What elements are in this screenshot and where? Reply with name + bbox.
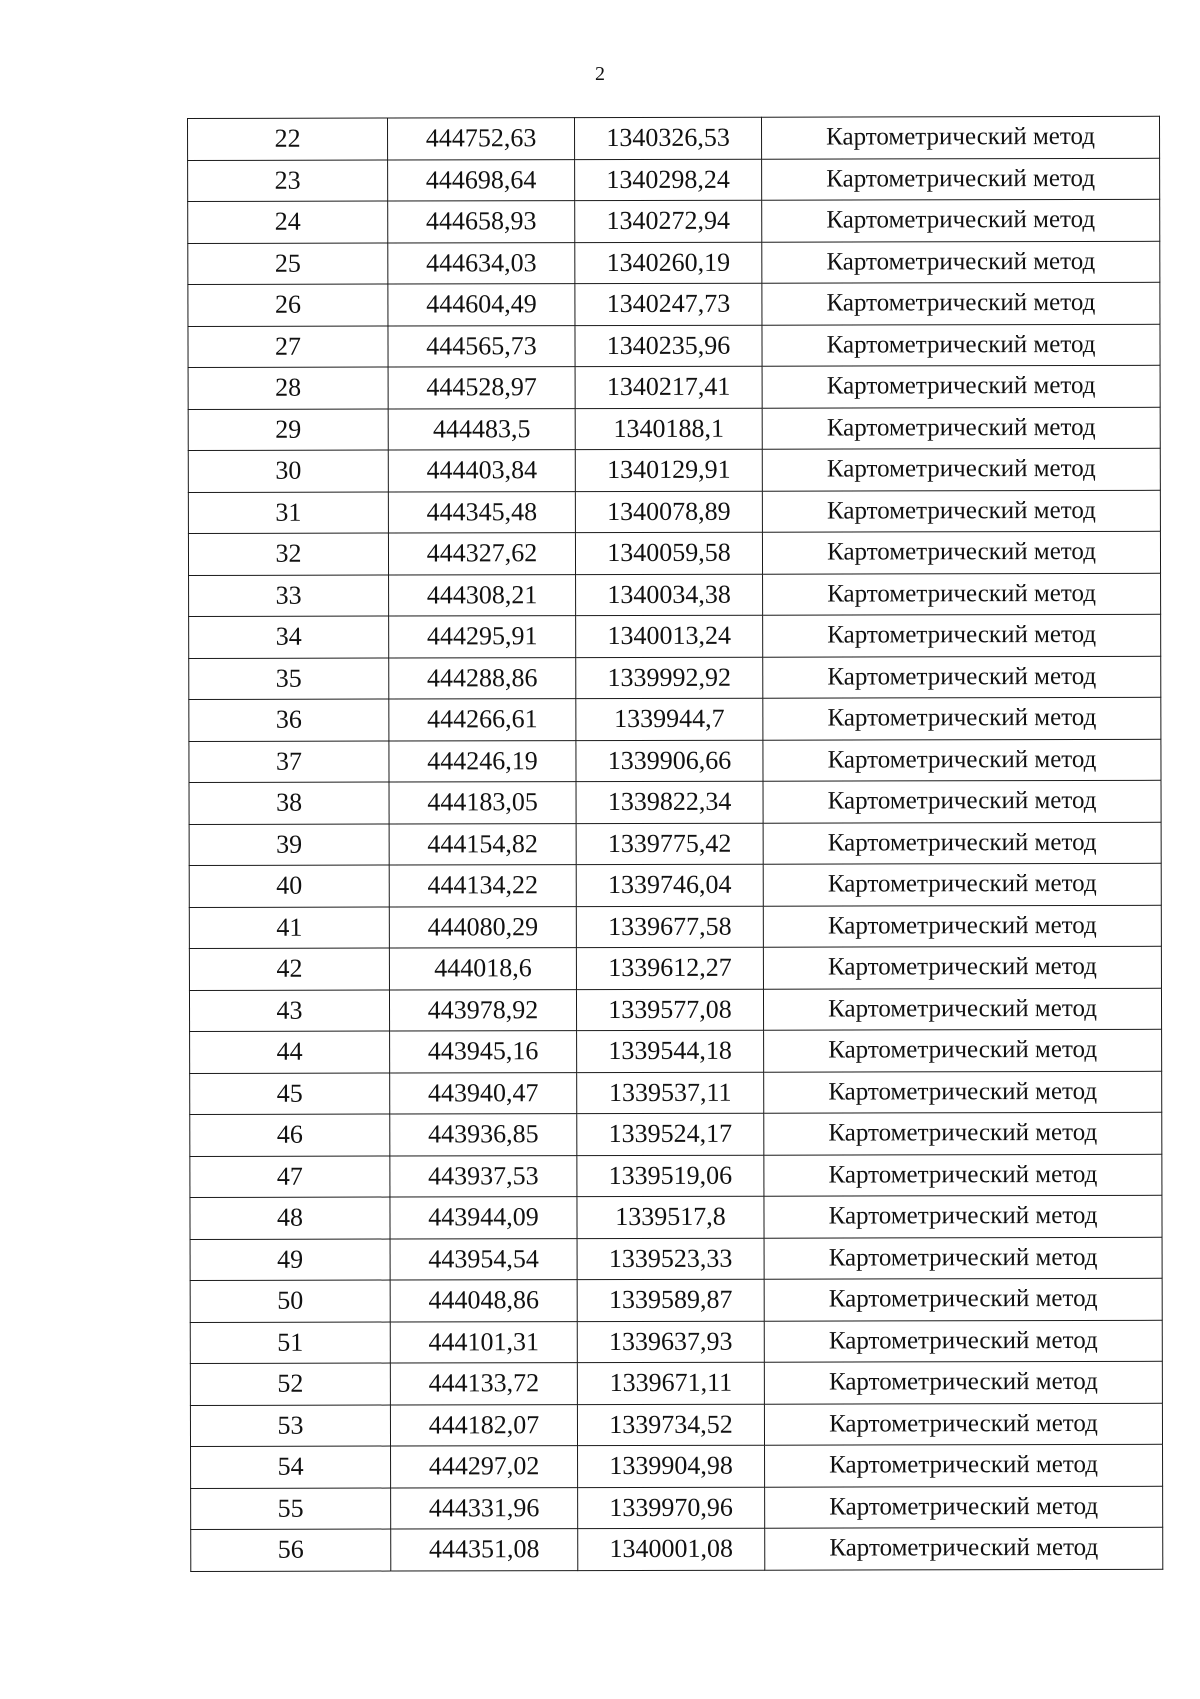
y-coordinate-cell: 1339904,98: [578, 1445, 765, 1487]
table-row: [189, 656, 1161, 700]
table-row: [188, 407, 1160, 451]
y-coordinate-cell: 1339519,06: [577, 1155, 764, 1197]
point-number-cell: 53: [190, 1405, 390, 1447]
table-row: [188, 116, 1160, 160]
point-number-cell: 31: [188, 492, 388, 534]
x-coordinate-cell: 443936,85: [390, 1114, 577, 1156]
table-row: [190, 1029, 1162, 1073]
x-coordinate-cell: 444351,08: [391, 1529, 578, 1571]
method-cell: Картометрический метод: [763, 739, 1161, 781]
point-number-cell: 25: [188, 243, 388, 285]
table-row: [190, 1403, 1162, 1447]
method-cell: Картометрический метод: [763, 656, 1161, 698]
method-cell: Картометрический метод: [763, 863, 1161, 905]
table-row: [189, 573, 1161, 617]
method-cell: Картометрический метод: [762, 365, 1160, 407]
point-number-cell: 50: [190, 1280, 390, 1322]
y-coordinate-cell: 1340013,24: [576, 615, 763, 657]
method-cell: Картометрический метод: [763, 780, 1161, 822]
y-coordinate-cell: 1339822,34: [576, 781, 763, 823]
method-cell: Картометрический метод: [764, 1112, 1162, 1154]
table-row: [189, 863, 1161, 907]
method-cell: Картометрический метод: [764, 1029, 1162, 1071]
x-coordinate-cell: 444345,48: [388, 491, 575, 533]
x-coordinate-cell: 443954,54: [390, 1238, 577, 1280]
point-number-cell: 51: [190, 1322, 390, 1364]
point-number-cell: 26: [188, 284, 388, 326]
x-coordinate-cell: 444048,86: [390, 1280, 577, 1322]
x-coordinate-cell: 444327,62: [388, 533, 575, 575]
x-coordinate-cell: 444018,6: [389, 948, 576, 990]
x-coordinate-cell: 444080,29: [389, 906, 576, 948]
point-number-cell: 42: [189, 948, 389, 990]
x-coordinate-cell: 444403,84: [388, 450, 575, 492]
point-number-cell: 48: [190, 1197, 390, 1239]
y-coordinate-cell: 1340078,89: [575, 491, 762, 533]
x-coordinate-cell: 444297,02: [391, 1446, 578, 1488]
point-number-cell: 33: [189, 575, 389, 617]
point-number-cell: 43: [189, 990, 389, 1032]
point-number-cell: 29: [188, 409, 388, 451]
point-number-cell: 54: [191, 1446, 391, 1488]
table-row: [189, 739, 1161, 783]
method-cell: Картометрический метод: [763, 988, 1161, 1030]
method-cell: Картометрический метод: [765, 1527, 1163, 1569]
y-coordinate-cell: 1340034,38: [576, 574, 763, 616]
y-coordinate-cell: 1339944,7: [576, 698, 763, 740]
table-row: [189, 822, 1161, 866]
point-number-cell: 27: [188, 326, 388, 368]
y-coordinate-cell: 1339524,17: [577, 1113, 764, 1155]
point-number-cell: 47: [190, 1156, 390, 1198]
table-row: [190, 1237, 1162, 1281]
y-coordinate-cell: 1339775,42: [576, 823, 763, 865]
point-number-cell: 35: [189, 658, 389, 700]
table-row: [189, 780, 1161, 824]
y-coordinate-cell: 1340298,24: [575, 159, 762, 201]
table-row: [191, 1527, 1163, 1571]
y-coordinate-cell: 1340260,19: [575, 242, 762, 284]
x-coordinate-cell: 443945,16: [390, 1031, 577, 1073]
y-coordinate-cell: 1339734,52: [577, 1404, 764, 1446]
method-cell: Картометрический метод: [765, 1486, 1163, 1528]
method-cell: Картометрический метод: [764, 1154, 1162, 1196]
table-row: [188, 448, 1160, 492]
method-cell: Картометрический метод: [762, 490, 1160, 532]
table-row: [188, 199, 1160, 243]
y-coordinate-cell: 1339589,87: [577, 1279, 764, 1321]
y-coordinate-cell: 1340326,53: [575, 117, 762, 159]
method-cell: Картометрический метод: [763, 905, 1161, 947]
y-coordinate-cell: 1339671,11: [577, 1362, 764, 1404]
x-coordinate-cell: 444483,5: [388, 408, 575, 450]
method-cell: Картометрический метод: [763, 822, 1161, 864]
y-coordinate-cell: 1339537,11: [577, 1072, 764, 1114]
y-coordinate-cell: 1340217,41: [575, 366, 762, 408]
table-row: [189, 905, 1161, 949]
point-number-cell: 46: [190, 1114, 390, 1156]
y-coordinate-cell: 1339612,27: [576, 947, 763, 989]
y-coordinate-cell: 1340001,08: [578, 1528, 765, 1570]
y-coordinate-cell: 1340059,58: [575, 532, 762, 574]
x-coordinate-cell: 444528,97: [388, 367, 575, 409]
method-cell: Картометрический метод: [763, 946, 1161, 988]
method-cell: Картометрический метод: [764, 1278, 1162, 1320]
y-coordinate-cell: 1339637,93: [577, 1321, 764, 1363]
table-row: [190, 1195, 1162, 1239]
point-number-cell: 24: [188, 201, 388, 243]
point-number-cell: 44: [190, 1031, 390, 1073]
method-cell: Картометрический метод: [762, 407, 1160, 449]
coordinates-table-body: [188, 116, 1163, 1571]
table-row: [190, 1112, 1162, 1156]
x-coordinate-cell: 444698,64: [388, 159, 575, 201]
point-number-cell: 52: [190, 1363, 390, 1405]
table-row: [188, 158, 1160, 202]
x-coordinate-cell: 443940,47: [390, 1072, 577, 1114]
x-coordinate-cell: 444634,03: [388, 242, 575, 284]
method-cell: Картометрический метод: [764, 1195, 1162, 1237]
x-coordinate-cell: 444288,86: [389, 657, 576, 699]
point-number-cell: 39: [189, 824, 389, 866]
x-coordinate-cell: 444331,96: [391, 1487, 578, 1529]
point-number-cell: 56: [191, 1529, 391, 1571]
x-coordinate-cell: 444565,73: [388, 325, 575, 367]
method-cell: Картометрический метод: [763, 614, 1161, 656]
method-cell: Картометрический метод: [761, 116, 1159, 158]
table-row: [189, 697, 1161, 741]
x-coordinate-cell: 444182,07: [390, 1404, 577, 1446]
table-row: [190, 1361, 1162, 1405]
point-number-cell: 32: [188, 533, 388, 575]
x-coordinate-cell: 443937,53: [390, 1155, 577, 1197]
table-row: [188, 324, 1160, 368]
table-row: [190, 1071, 1162, 1115]
point-number-cell: 37: [189, 741, 389, 783]
point-number-cell: 40: [189, 865, 389, 907]
x-coordinate-cell: 444658,93: [388, 201, 575, 243]
method-cell: Картометрический метод: [762, 282, 1160, 324]
y-coordinate-cell: 1339544,18: [577, 1030, 764, 1072]
x-coordinate-cell: 444134,22: [389, 865, 576, 907]
point-number-cell: 36: [189, 699, 389, 741]
y-coordinate-cell: 1339746,04: [576, 864, 763, 906]
table-row: [189, 946, 1161, 990]
point-number-cell: 49: [190, 1239, 390, 1281]
x-coordinate-cell: 443944,09: [390, 1197, 577, 1239]
y-coordinate-cell: 1339906,66: [576, 740, 763, 782]
method-cell: Картометрический метод: [764, 1320, 1162, 1362]
method-cell: Картометрический метод: [762, 241, 1160, 283]
x-coordinate-cell: 444246,19: [389, 740, 576, 782]
y-coordinate-cell: 1339577,08: [576, 989, 763, 1031]
method-cell: Картометрический метод: [764, 1071, 1162, 1113]
x-coordinate-cell: 444183,05: [389, 782, 576, 824]
table-row: [188, 282, 1160, 326]
method-cell: Картометрический метод: [762, 531, 1160, 573]
table-row: [191, 1444, 1163, 1488]
y-coordinate-cell: 1340272,94: [575, 200, 762, 242]
table-row: [191, 1486, 1163, 1530]
table-row: [189, 614, 1161, 658]
method-cell: Картометрический метод: [765, 1444, 1163, 1486]
point-number-cell: 45: [190, 1073, 390, 1115]
method-cell: Картометрический метод: [762, 158, 1160, 200]
method-cell: Картометрический метод: [764, 1403, 1162, 1445]
table-row: [188, 241, 1160, 285]
method-cell: Картометрический метод: [762, 448, 1160, 490]
table-row: [190, 1278, 1162, 1322]
y-coordinate-cell: 1340235,96: [575, 325, 762, 367]
y-coordinate-cell: 1339970,96: [578, 1487, 765, 1529]
table-row: [190, 1154, 1162, 1198]
y-coordinate-cell: 1339677,58: [576, 906, 763, 948]
x-coordinate-cell: 444308,21: [389, 574, 576, 616]
page-number: 2: [595, 63, 605, 85]
x-coordinate-cell: 444752,63: [388, 118, 575, 160]
table-row: [188, 490, 1160, 534]
method-cell: Картометрический метод: [764, 1361, 1162, 1403]
table-row: [188, 365, 1160, 409]
point-number-cell: 55: [191, 1488, 391, 1530]
method-cell: Картометрический метод: [762, 324, 1160, 366]
point-number-cell: 41: [189, 907, 389, 949]
x-coordinate-cell: 443978,92: [389, 989, 576, 1031]
point-number-cell: 30: [188, 450, 388, 492]
method-cell: Картометрический метод: [763, 697, 1161, 739]
x-coordinate-cell: 444295,91: [389, 616, 576, 658]
coordinates-table: [187, 116, 1163, 1572]
point-number-cell: 23: [188, 160, 388, 202]
y-coordinate-cell: 1340247,73: [575, 283, 762, 325]
table-row: [190, 1320, 1162, 1364]
point-number-cell: 34: [189, 616, 389, 658]
y-coordinate-cell: 1340129,91: [575, 449, 762, 491]
x-coordinate-cell: 444101,31: [390, 1321, 577, 1363]
point-number-cell: 38: [189, 782, 389, 824]
x-coordinate-cell: 444604,49: [388, 284, 575, 326]
x-coordinate-cell: 444266,61: [389, 699, 576, 741]
x-coordinate-cell: 444154,82: [389, 823, 576, 865]
y-coordinate-cell: 1340188,1: [575, 408, 762, 450]
table-row: [188, 531, 1160, 575]
method-cell: Картометрический метод: [764, 1237, 1162, 1279]
method-cell: Картометрический метод: [762, 199, 1160, 241]
x-coordinate-cell: 444133,72: [390, 1363, 577, 1405]
table-row: [189, 988, 1161, 1032]
method-cell: Картометрический метод: [763, 573, 1161, 615]
y-coordinate-cell: 1339523,33: [577, 1238, 764, 1280]
y-coordinate-cell: 1339517,8: [577, 1196, 764, 1238]
point-number-cell: 22: [188, 118, 388, 160]
y-coordinate-cell: 1339992,92: [576, 657, 763, 699]
point-number-cell: 28: [188, 367, 388, 409]
